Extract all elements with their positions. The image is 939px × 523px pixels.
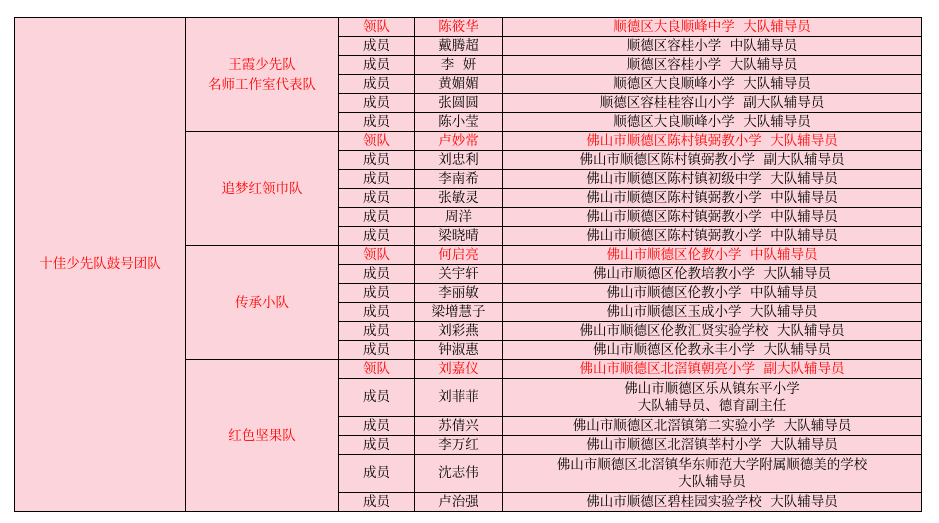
member-position-cell xyxy=(503,189,922,208)
member-position-line: 佛山市顺德区陈村镇弼教小学 大队辅导员 xyxy=(586,132,838,149)
member-position-cell xyxy=(503,379,922,417)
member-position-line: 顺德区大良顺峰小学 大队辅导员 xyxy=(613,75,811,92)
member-role-cell: 成员 xyxy=(339,436,415,455)
member-position-line: 佛山市顺德区伦教小学 中队辅导员 xyxy=(606,284,818,301)
member-role-cell: 领队 xyxy=(339,246,415,265)
team-name-line: 王霞少先队 xyxy=(228,56,296,73)
member-role-cell: 成员 xyxy=(339,113,415,132)
member-name-cell: 周洋 xyxy=(415,208,503,227)
team-name-cell xyxy=(186,360,339,512)
member-position-line: 佛山市顺德区伦教小学 中队辅导员 xyxy=(606,246,818,263)
member-position-line: 顺德区容桂小学 大队辅导员 xyxy=(626,56,798,73)
member-position-cell xyxy=(503,56,922,75)
member-role-cell: 成员 xyxy=(339,75,415,94)
member-name-cell: 沈志伟 xyxy=(415,455,503,493)
member-name-cell: 陈小莹 xyxy=(415,113,503,132)
member-name-cell: 梁晓晴 xyxy=(415,227,503,246)
member-role-cell: 成员 xyxy=(339,170,415,189)
member-position-cell xyxy=(503,322,922,341)
member-name-cell: 李 妍 xyxy=(415,56,503,75)
team-name-line: 名师工作室代表队 xyxy=(208,76,316,93)
member-position-line: 顺德区大良顺峰中学 大队辅导员 xyxy=(613,18,811,35)
member-role-cell: 成员 xyxy=(339,493,415,512)
member-role-cell: 领队 xyxy=(339,18,415,37)
team-name-cell xyxy=(186,132,339,246)
member-position-line: 佛山市顺德区玉成小学 大队辅导员 xyxy=(606,303,818,320)
team-name-line: 传承小队 xyxy=(235,294,289,311)
member-role-cell: 成员 xyxy=(339,455,415,493)
member-role-cell: 领队 xyxy=(339,360,415,379)
member-position-line: 佛山市顺德区伦教培教小学 大队辅导员 xyxy=(592,265,832,282)
member-position-cell xyxy=(503,417,922,436)
member-position-line: 顺德区大良顺峰小学 大队辅导员 xyxy=(613,113,811,130)
member-name-cell: 关宇轩 xyxy=(415,265,503,284)
member-role-cell: 领队 xyxy=(339,132,415,151)
member-position-cell xyxy=(503,94,922,113)
member-position-cell xyxy=(503,265,922,284)
member-position-cell xyxy=(503,132,922,151)
member-position-line: 佛山市顺德区北滘镇华东师范大学附属顺德美的学校 xyxy=(556,456,868,473)
member-name-cell: 黄媚媚 xyxy=(415,75,503,94)
member-position-cell xyxy=(503,493,922,512)
member-position-line: 佛山市顺德区陈村镇初级中学 大队辅导员 xyxy=(586,170,838,187)
member-position-cell xyxy=(503,455,922,493)
member-role-cell: 成员 xyxy=(339,265,415,284)
member-name-cell: 钟淑惠 xyxy=(415,341,503,360)
member-role-cell: 成员 xyxy=(339,284,415,303)
member-role-cell: 成员 xyxy=(339,417,415,436)
member-name-cell: 苏倩兴 xyxy=(415,417,503,436)
member-role-cell: 成员 xyxy=(339,227,415,246)
member-position-cell xyxy=(503,303,922,322)
member-role-cell: 成员 xyxy=(339,341,415,360)
member-name-cell: 卢治强 xyxy=(415,493,503,512)
member-position-cell xyxy=(503,360,922,379)
member-role-cell: 成员 xyxy=(339,189,415,208)
member-position-line: 佛山市顺德区陈村镇弼教小学 副大队辅导员 xyxy=(579,151,845,168)
member-position-line: 佛山市顺德区陈村镇弼教小学 中队辅导员 xyxy=(586,208,838,225)
member-role-cell: 成员 xyxy=(339,94,415,113)
member-name-cell: 刘嘉仪 xyxy=(415,360,503,379)
member-position-line: 佛山市顺德区陈村镇弼教小学 中队辅导员 xyxy=(586,227,838,244)
member-position-line: 佛山市顺德区伦教汇贤实验学校 大队辅导员 xyxy=(579,322,845,339)
member-role-cell: 成员 xyxy=(339,208,415,227)
member-position-cell xyxy=(503,37,922,56)
member-position-cell xyxy=(503,341,922,360)
award-category-cell: 十佳少先队鼓号团队 xyxy=(15,18,186,512)
member-position-cell xyxy=(503,75,922,94)
member-name-cell: 陈筱华 xyxy=(415,18,503,37)
member-position-line: 佛山市顺德区陈村镇弼教小学 中队辅导员 xyxy=(586,189,838,206)
member-role-cell: 成员 xyxy=(339,37,415,56)
award-table xyxy=(14,17,922,512)
member-position-line: 大队辅导员、德育副主任 xyxy=(637,397,787,414)
member-position-cell xyxy=(503,113,922,132)
member-role-cell: 成员 xyxy=(339,151,415,170)
member-position-line: 佛山市顺德区北滘镇朝亮小学 副大队辅导员 xyxy=(579,360,845,377)
team-name-cell xyxy=(186,18,339,132)
member-name-cell: 戴腾超 xyxy=(415,37,503,56)
member-position-cell xyxy=(503,208,922,227)
member-name-cell: 李南希 xyxy=(415,170,503,189)
member-position-cell xyxy=(503,18,922,37)
member-name-cell: 李万红 xyxy=(415,436,503,455)
member-position-cell xyxy=(503,246,922,265)
member-position-cell xyxy=(503,170,922,189)
member-role-cell: 成员 xyxy=(339,322,415,341)
member-position-line: 佛山市顺德区北滘镇莘村小学 大队辅导员 xyxy=(586,436,838,453)
member-position-line: 佛山市顺德区北滘镇第二实验小学 大队辅导员 xyxy=(572,417,852,434)
member-name-cell: 卢妙常 xyxy=(415,132,503,151)
member-position-line: 顺德区容桂小学 中队辅导员 xyxy=(626,37,798,54)
team-name-line: 追梦红领巾队 xyxy=(221,180,303,197)
member-name-cell: 刘彩燕 xyxy=(415,322,503,341)
member-position-cell xyxy=(503,227,922,246)
member-role-cell: 成员 xyxy=(339,379,415,417)
member-position-cell xyxy=(503,151,922,170)
member-position-line: 顺德区容桂桂容山小学 副大队辅导员 xyxy=(599,94,825,111)
table-row xyxy=(15,18,922,37)
member-name-cell: 何启亮 xyxy=(415,246,503,265)
member-position-line: 佛山市顺德区乐从镇东平小学 xyxy=(624,380,800,397)
member-position-line: 佛山市顺德区伦教永丰小学 大队辅导员 xyxy=(592,341,832,358)
member-position-cell xyxy=(503,284,922,303)
member-role-cell: 成员 xyxy=(339,303,415,322)
member-name-cell: 张敏灵 xyxy=(415,189,503,208)
member-role-cell: 成员 xyxy=(339,56,415,75)
member-name-cell: 刘忠利 xyxy=(415,151,503,170)
member-position-line: 佛山市顺德区碧桂园实验学校 大队辅导员 xyxy=(586,493,838,510)
team-name-cell xyxy=(186,246,339,360)
team-name-line: 红色坚果队 xyxy=(228,427,296,444)
member-position-line: 大队辅导员 xyxy=(678,473,746,490)
member-name-cell: 张圆圆 xyxy=(415,94,503,113)
member-name-cell: 刘菲菲 xyxy=(415,379,503,417)
member-position-cell xyxy=(503,436,922,455)
member-name-cell: 李丽敏 xyxy=(415,284,503,303)
member-name-cell: 梁增慧子 xyxy=(415,303,503,322)
